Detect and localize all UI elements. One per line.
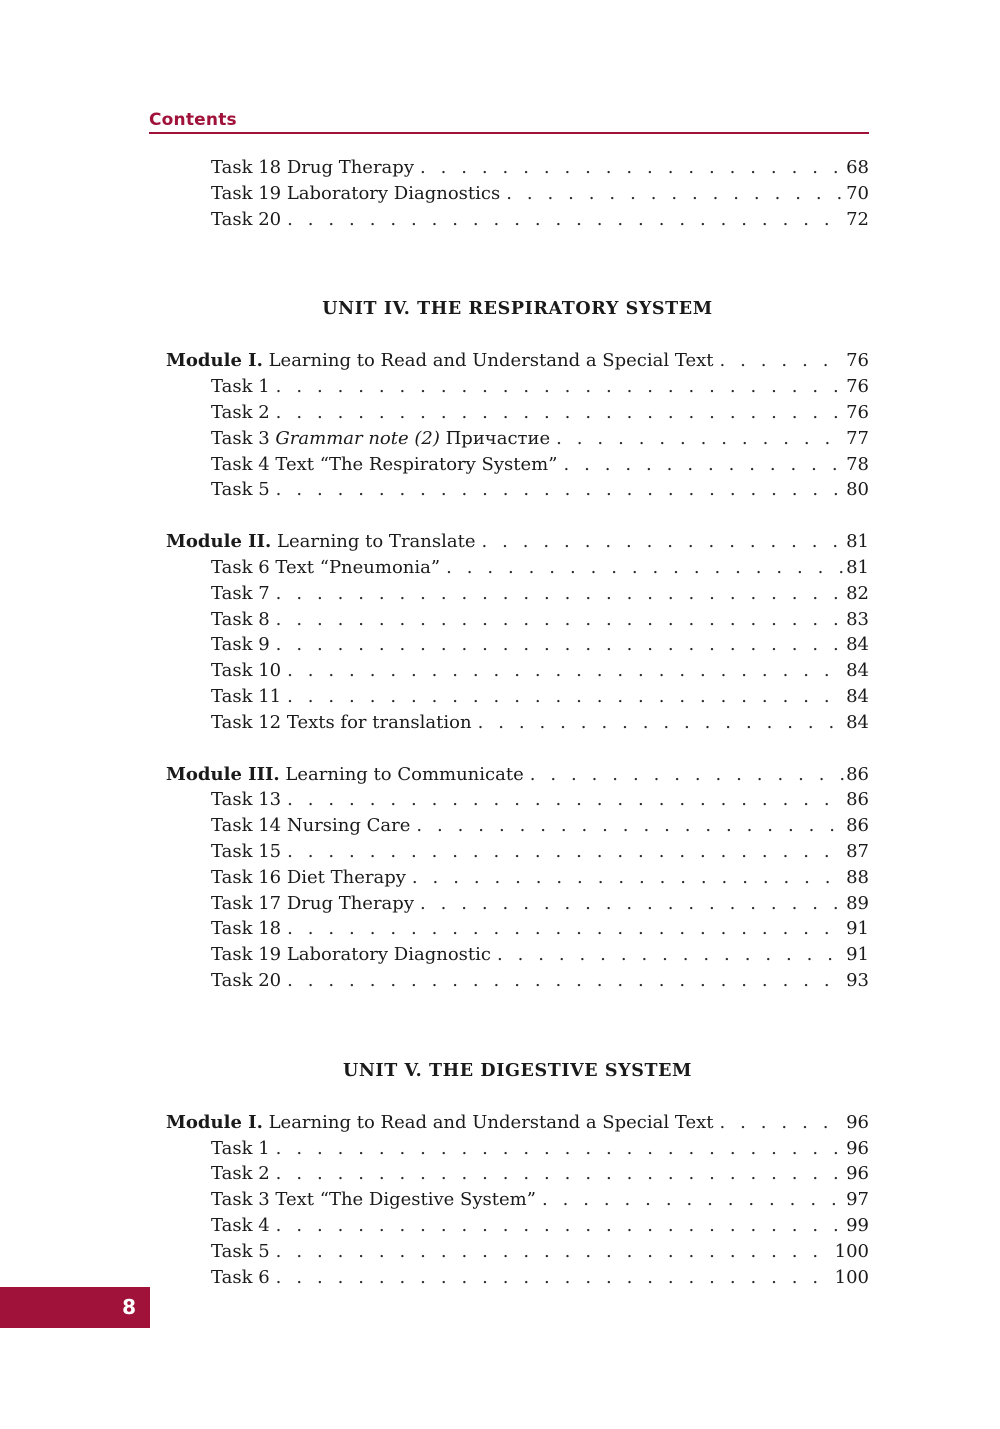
page-header [149,110,869,134]
module-entry[interactable]: Module II. Learning to Translate . . . 81 [166,529,869,555]
page-number: 8 [122,1295,136,1319]
toc-entry[interactable]: Task 8 . . . 83 [166,607,869,633]
toc-entry[interactable]: Task 10 . . . 84 [166,658,869,684]
module-section [166,529,869,735]
toc-entry[interactable]: Task 14 Nursing Care . . . 86 [166,813,869,839]
toc-entry[interactable]: Task 1 . . . 76 [166,374,869,400]
toc-continuation [166,155,869,232]
toc-entry[interactable]: Task 5 . . . 100 [166,1239,869,1265]
toc-entry[interactable]: Task 3 Text “The Digestive System” . . . 97 [166,1187,869,1213]
toc-entry[interactable]: Task 19 Laboratory Diagnostic . . . 91 [166,942,869,968]
module-entry[interactable]: Module I. Learning to Read and Understand a Special Text . . . 96 [166,1110,869,1136]
header-title: Contents [149,110,237,130]
toc-entry[interactable]: Task 17 Drug Therapy . . . 89 [166,891,869,917]
module-entry[interactable]: Module III. Learning to Communicate . . . 86 [166,762,869,788]
toc-entry[interactable]: Task 7 . . . 82 [166,581,869,607]
toc-entry[interactable]: Task 1 . . . 96 [166,1136,869,1162]
toc-entry[interactable]: Task 19 Laboratory Diagnostics . . . 70 [166,181,869,207]
toc-entry[interactable]: Task 5 . . . 80 [166,477,869,503]
toc-entry[interactable]: Task 3 Grammar note (2) Причастие . . . 77 [166,426,869,452]
module-section [166,348,869,503]
toc-entry[interactable]: Task 9 . . . 84 [166,632,869,658]
toc-entry[interactable]: Task 4 . . . 99 [166,1213,869,1239]
toc-entry[interactable]: Task 2 . . . 96 [166,1161,869,1187]
toc-entry[interactable]: Task 2 . . . 76 [166,400,869,426]
toc-entry[interactable]: Task 12 Texts for translation . . . 84 [166,710,869,736]
unit-heading: UNIT IV. THE RESPIRATORY SYSTEM [322,299,713,320]
toc-entry[interactable]: Task 11 . . . 84 [166,684,869,710]
toc-entry[interactable]: Task 20 . . . 93 [166,968,869,994]
module-section [166,1110,869,1291]
toc-entry[interactable]: Task 6 Text “Pneumonia” . . . 81 [166,555,869,581]
toc-entry[interactable]: Task 13 . . . 86 [166,787,869,813]
toc-entry[interactable]: Task 15 . . . 87 [166,839,869,865]
toc-entry[interactable]: Task 18 Drug Therapy . . . 68 [166,155,869,181]
toc-entry[interactable]: Task 18 . . . 91 [166,916,869,942]
module-entry[interactable]: Module I. Learning to Read and Understand a Special Text . . . 76 [166,348,869,374]
page-number-tab [0,1287,150,1328]
toc-entry[interactable]: Task 6 . . . 100 [166,1265,869,1291]
toc-entry[interactable]: Task 4 Text “The Respiratory System” . . . 78 [166,452,869,478]
module-section [166,762,869,994]
unit-heading: UNIT V. THE DIGESTIVE SYSTEM [342,1060,693,1081]
table-of-contents [166,155,869,1316]
toc-entry[interactable]: Task 16 Diet Therapy . . . 88 [166,865,869,891]
toc-entry[interactable]: Task 20 . . . 72 [166,207,869,233]
